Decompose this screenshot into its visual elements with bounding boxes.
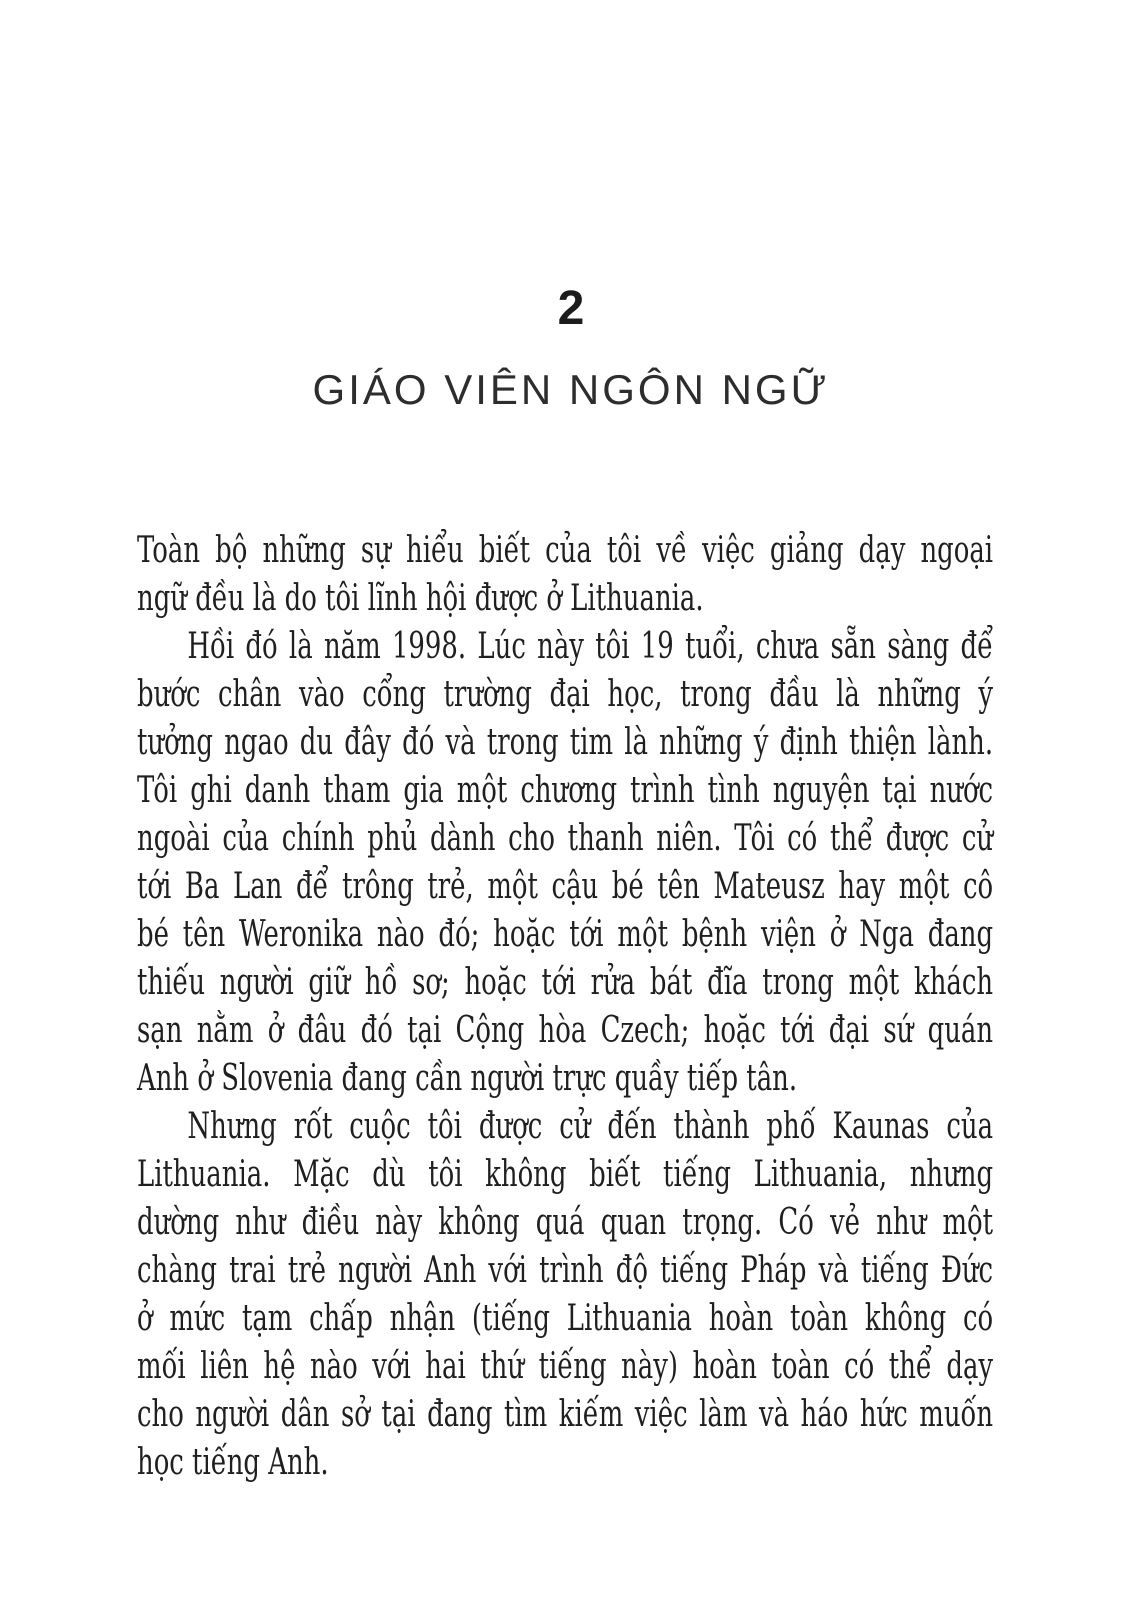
text-line: mối liên hệ nào với hai thứ tiếng này) hoàn toàn có thể dạy xyxy=(137,1346,994,1387)
text-line: Anh ở Slovenia đang cần người trực quầy tiếp tân. xyxy=(137,1058,798,1099)
text-line: ngữ đều là do tôi lĩnh hội được ở Lithuania. xyxy=(137,578,704,619)
text-line: Nhưng rốt cuộc tôi được cử đến thành phố Kaunas của xyxy=(187,1106,994,1147)
text-line: tới Ba Lan để trông trẻ, một cậu bé tên Mateusz hay một cô xyxy=(137,866,994,907)
text-line: sạn nằm ở đâu đó tại Cộng hòa Czech; hoặc tới đại sứ quán xyxy=(137,1010,994,1051)
text-line: ngoài của chính phủ dành cho thanh niên. Tôi có thể được cử xyxy=(137,818,994,859)
text-line: thiếu người giữ hồ sơ; hoặc tới rửa bát đĩa trong một khách xyxy=(137,962,994,1003)
paragraph-2 xyxy=(137,623,1142,1103)
text-line: cho người dân sở tại đang tìm kiếm việc làm và háo hức muốn xyxy=(137,1394,994,1435)
text-line: ở mức tạm chấp nhận (tiếng Lithuania hoàn toàn không có xyxy=(137,1298,994,1339)
text-line: Lithuania. Mặc dù tôi không biết tiếng Lithuania, nhưng xyxy=(137,1154,994,1195)
chapter-title: GIÁO VIÊN NGÔN NGỮ xyxy=(312,366,830,413)
text-line: bé tên Weronika nào đó; hoặc tới một bệnh viện ở Nga đang xyxy=(137,914,994,955)
text-line: Tôi ghi danh tham gia một chương trình tình nguyện tại nước xyxy=(137,770,994,811)
text-line: Hồi đó là năm 1998. Lúc này tôi 19 tuổi, chưa sẵn sàng để xyxy=(187,626,994,667)
chapter-number: 2 xyxy=(557,282,585,335)
text-line: Toàn bộ những sự hiểu biết của tôi về việc giảng dạy ngoại xyxy=(137,530,994,571)
text-line: bước chân vào cổng trường đại học, trong đầu là những ý xyxy=(137,674,994,715)
text-line: chàng trai trẻ người Anh với trình độ tiếng Pháp và tiếng Đức xyxy=(137,1250,994,1291)
text-line: học tiếng Anh. xyxy=(137,1442,329,1483)
text-line: tưởng ngao du đây đó và trong tim là những ý định thiện lành. xyxy=(137,722,994,763)
paragraph-3 xyxy=(137,1103,1142,1487)
text-line: dường như điều này không quá quan trọng. Có vẻ như một xyxy=(137,1202,994,1243)
paragraph-1 xyxy=(137,527,1142,623)
chapter-body-text xyxy=(137,527,1142,1487)
